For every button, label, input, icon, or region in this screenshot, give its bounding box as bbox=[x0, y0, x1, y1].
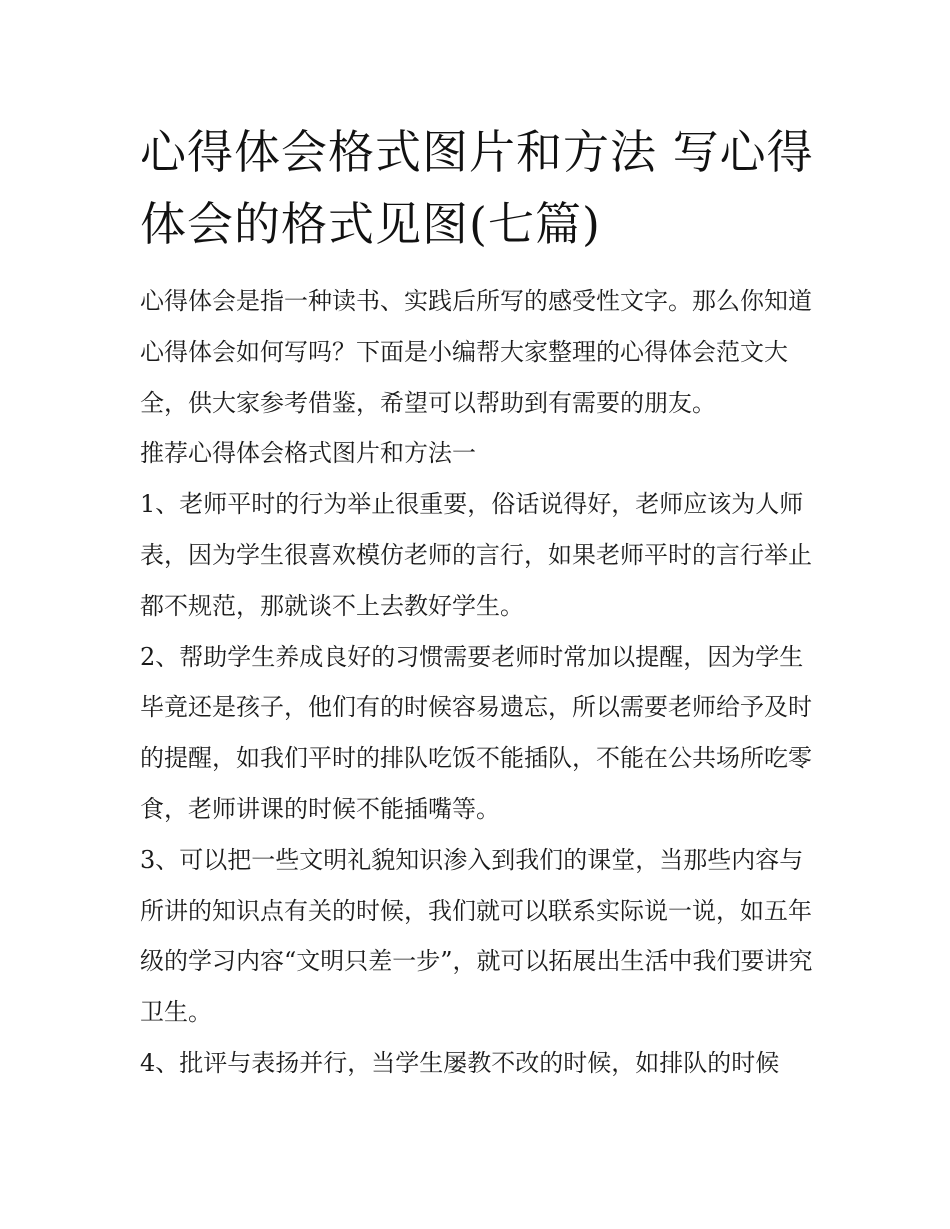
numbered-paragraph-2: 2、帮助学生养成良好的习惯需要老师时常加以提醒，因为学生毕竟还是孩子，他们有的时候容易遗忘，所以需要老师给予及时的提醒，如我们平时的排队吃饭不能插队，不能在公共场所吃零食，老师讲课的时候不能插嘴等。 bbox=[140, 642, 812, 823]
section-heading: 推荐心得体会格式图片和方法一 bbox=[140, 439, 476, 468]
numbered-paragraph-4: 4、批评与表扬并行，当学生屡教不改的时候，如排队的时候 bbox=[140, 1048, 780, 1077]
document-body bbox=[140, 276, 820, 1089]
numbered-paragraph-3: 3、可以把一些文明礼貌知识渗入到我们的课堂，当那些内容与所讲的知识点有关的时候，我们就可以联系实际说一说，如五年级的学习内容“文明只差一步”，就可以拓展出生活中我们要讲究卫生。 bbox=[140, 845, 813, 1027]
intro-paragraph: 心得体会是指一种读书、实践后所写的感受性文字。那么你知道心得体会如何写吗？下面是小编帮大家整理的心得体会范文大全，供大家参考借鉴，希望可以帮助到有需要的朋友。 bbox=[140, 287, 812, 417]
document-title: 心得体会格式图片和方法 写心得体会的格式见图(七篇) bbox=[140, 125, 814, 251]
numbered-paragraph-1: 1、老师平时的行为举止很重要，俗话说得好，老师应该为人师表，因为学生很喜欢模仿老师的言行，如果老师平时的言行举止都不规范，那就谈不上去教好学生。 bbox=[140, 490, 812, 620]
